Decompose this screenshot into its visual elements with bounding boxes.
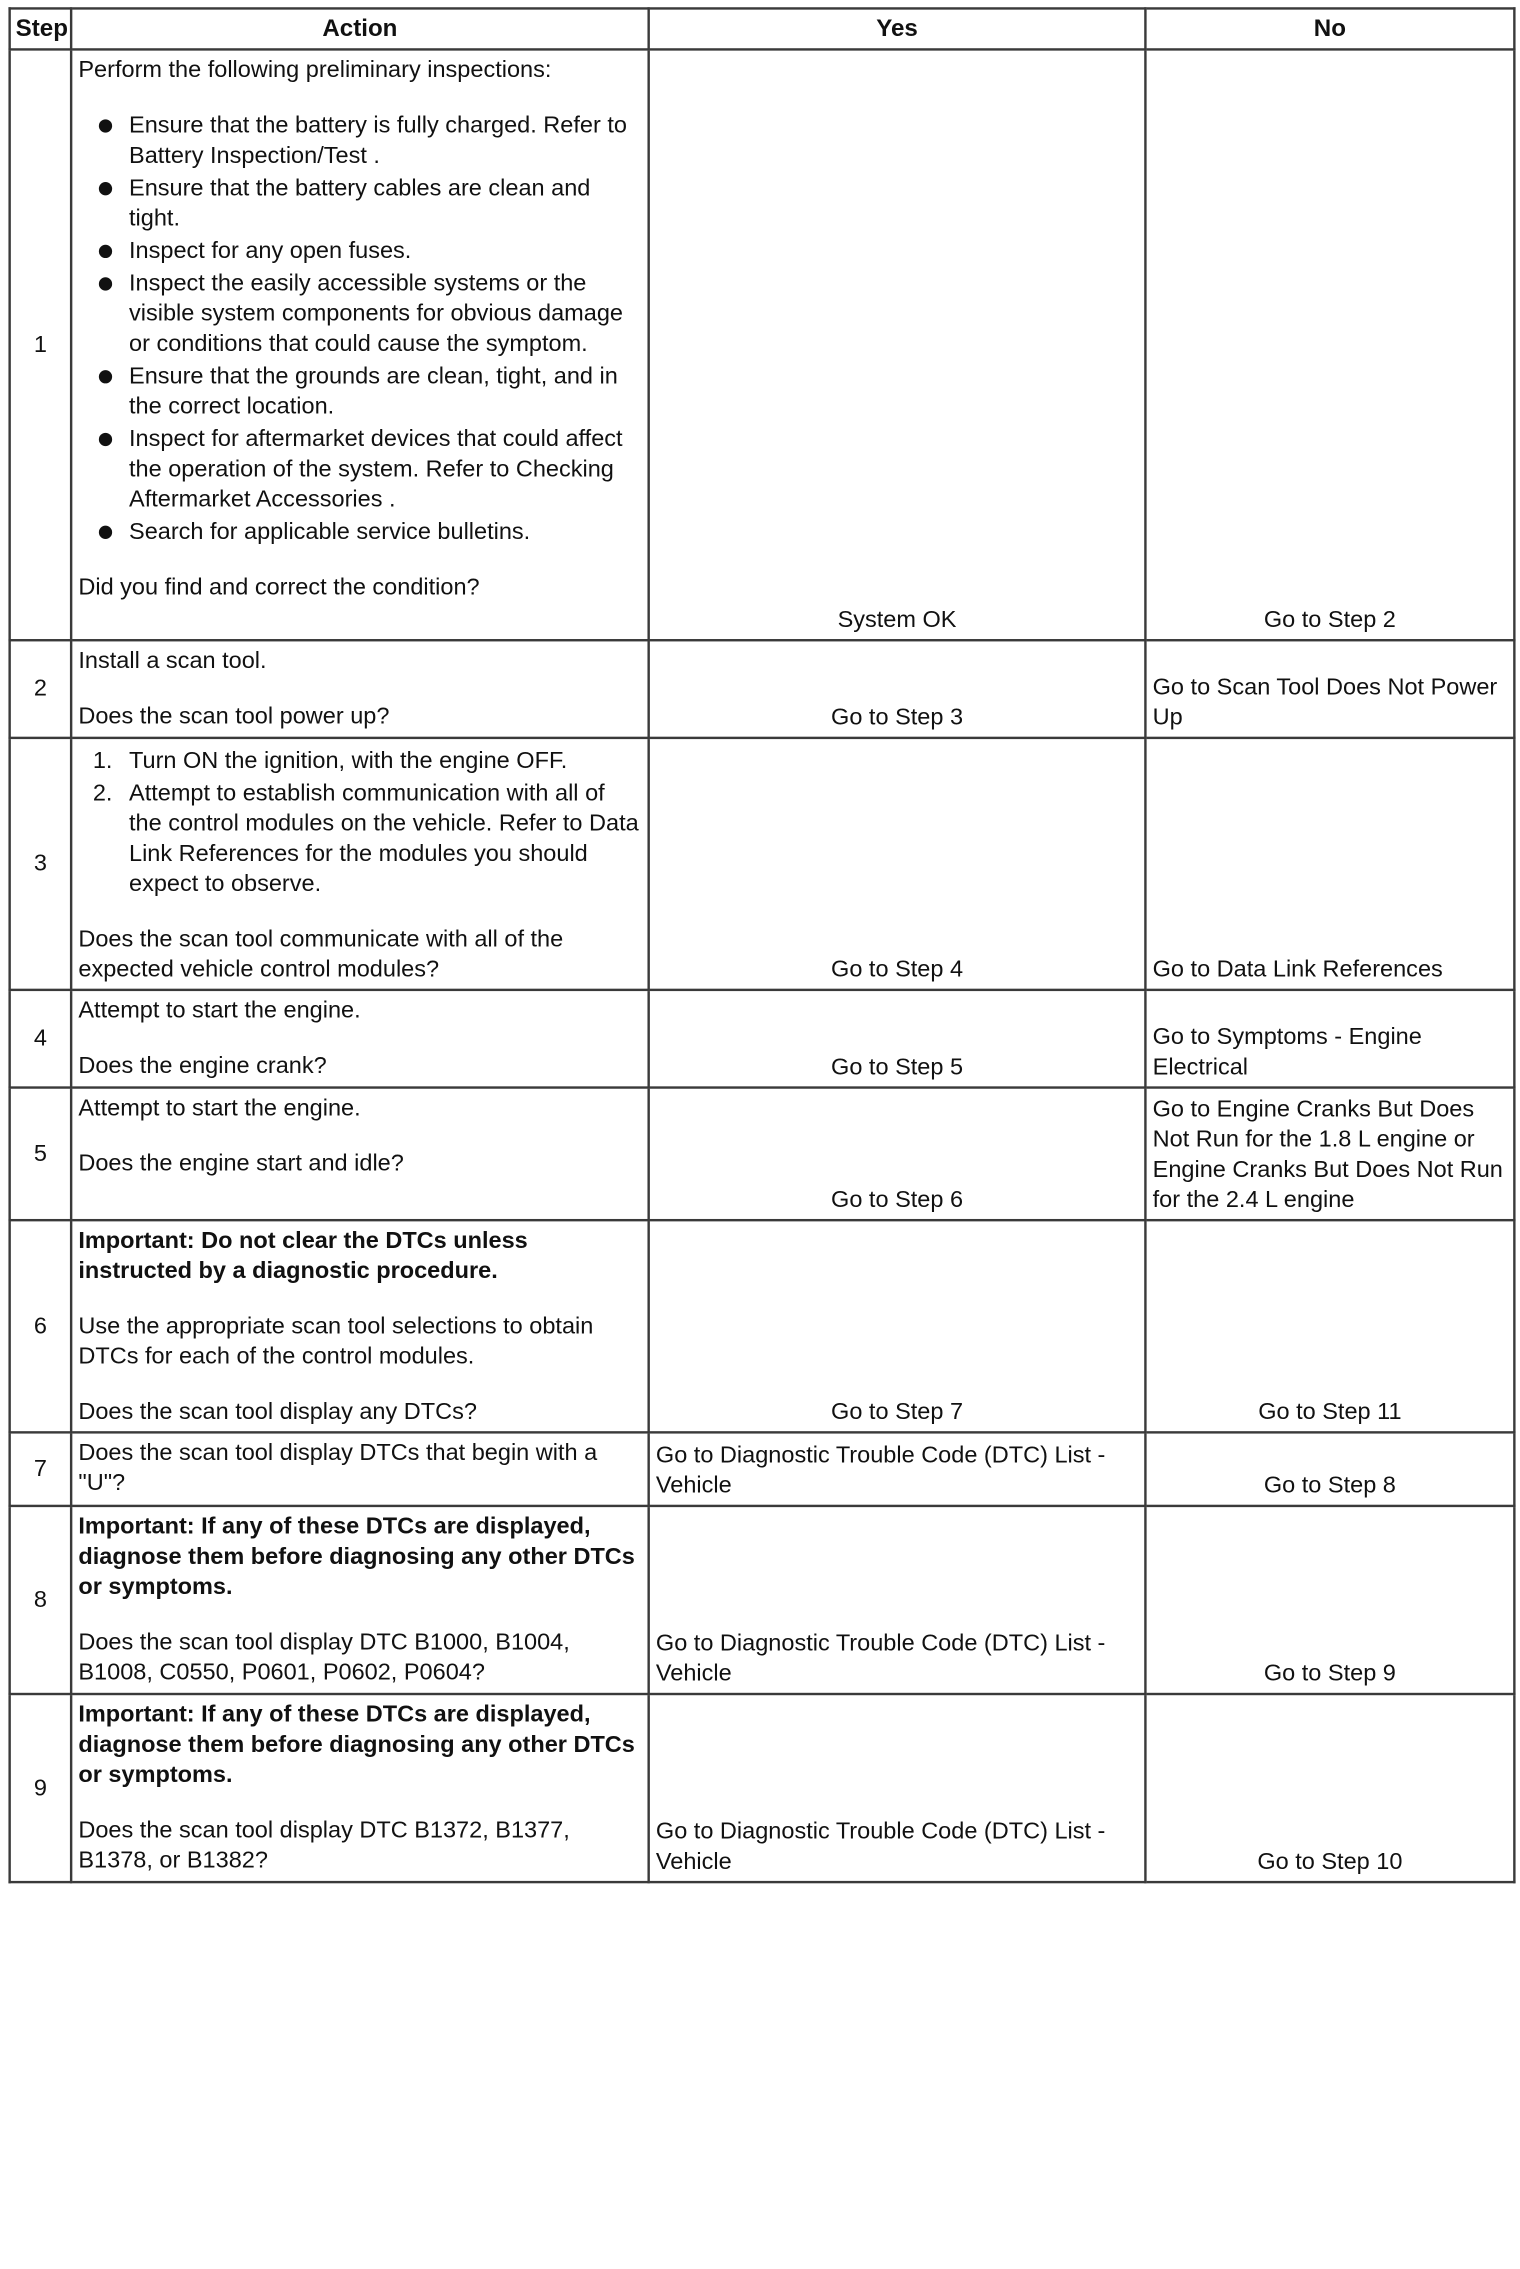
table-row-step-4 xyxy=(10,990,1515,1088)
bullet-icon xyxy=(99,370,112,383)
yes-result: Go to Diagnostic Trouble Code (DTC) List - Vehicle xyxy=(649,1432,1146,1506)
action-question: Does the scan tool communicate with all of the expected vehicle control modules? xyxy=(78,925,564,983)
table-row-step-1 xyxy=(10,49,1515,640)
yes-result: Go to Step 5 xyxy=(649,990,1146,1088)
no-result: Go to Step 10 xyxy=(1145,1694,1514,1882)
step-number: 9 xyxy=(10,1694,71,1882)
action-intro: Attempt to start the engine. xyxy=(78,1094,361,1122)
table-row-step-3 xyxy=(10,738,1515,990)
yes-result: Go to Diagnostic Trouble Code (DTC) List - Vehicle xyxy=(649,1694,1146,1882)
bullet-icon xyxy=(99,245,112,258)
yes-result: Go to Step 7 xyxy=(649,1220,1146,1432)
table-row-step-9 xyxy=(10,1694,1515,1882)
action-question: Does the engine crank? xyxy=(78,1052,327,1080)
diagnostic-table xyxy=(8,7,1515,1883)
step-number: 8 xyxy=(10,1506,71,1694)
action-cell xyxy=(71,1506,649,1694)
action-cell xyxy=(71,1088,649,1221)
action-question: Does the scan tool display DTC B1372, B1377, B1378, or B1382? xyxy=(78,1816,570,1874)
no-result: Go to Data Link References xyxy=(1145,738,1514,990)
action-question: Does the scan tool power up? xyxy=(78,702,390,730)
action-cell xyxy=(71,49,649,640)
action-intro: Install a scan tool. xyxy=(78,647,267,674)
procedure-list xyxy=(78,746,641,899)
header-step: Step xyxy=(10,8,71,49)
action-intro: Attempt to start the engine. xyxy=(78,997,361,1024)
action-question: Does the scan tool display DTC B1000, B1004, B1008, C0550, P0601, P0602, P0604? xyxy=(78,1628,570,1686)
list-item: Inspect the easily accessible systems or the visible system components for obvious damage or conditions that could cause the symptom. xyxy=(78,269,641,359)
action-intro: Use the appropriate scan tool selections to obtain DTCs for each of the control modules. xyxy=(78,1313,594,1370)
step-number: 4 xyxy=(10,990,71,1088)
no-result: Go to Engine Cranks But Does Not Run for the 1.8 L engine or Engine Cranks But Does Not Run for the 2.4 L engine xyxy=(1145,1088,1514,1221)
step-number: 7 xyxy=(10,1432,71,1506)
list-item: 2. Attempt to establish communication with all of the control modules on the vehicle. Refer to Data Link References for the modules you should expect to observe. xyxy=(92,780,639,898)
list-item: Inspect for aftermarket devices that could affect the operation of the system. Refer to Checking Aftermarket Accessories . xyxy=(78,424,641,514)
table-row-step-2 xyxy=(10,640,1515,738)
yes-result: Go to Step 3 xyxy=(649,640,1146,738)
list-item: Ensure that the battery is fully charged. Refer to Battery Inspection/Test . xyxy=(78,111,641,171)
action-cell xyxy=(71,738,649,990)
step-number: 6 xyxy=(10,1220,71,1432)
table-row-step-5 xyxy=(10,1088,1515,1221)
yes-result: Go to Step 4 xyxy=(649,738,1146,990)
yes-result: Go to Diagnostic Trouble Code (DTC) List - Vehicle xyxy=(649,1506,1146,1694)
action-question: Does the scan tool display DTCs that begin with a "U"? xyxy=(78,1439,598,1497)
list-item: Ensure that the battery cables are clean and tight. xyxy=(78,174,641,234)
bullet-icon xyxy=(99,433,112,446)
action-cell xyxy=(71,990,649,1088)
table-row-step-6 xyxy=(10,1220,1515,1432)
action-intro: Perform the following preliminary inspections: xyxy=(78,56,552,84)
header-action: Action xyxy=(71,8,649,49)
no-result: Go to Step 9 xyxy=(1145,1506,1514,1694)
no-result: Go to Scan Tool Does Not Power Up xyxy=(1145,640,1514,738)
yes-result: System OK xyxy=(649,49,1146,640)
header-row xyxy=(10,8,1515,49)
action-question: Does the engine start and idle? xyxy=(78,1150,404,1177)
step-number: 5 xyxy=(10,1088,71,1221)
important-note: Important: If any of these DTCs are displayed, diagnose them before diagnosing any other DTCs or symptoms. xyxy=(78,1701,635,1789)
bullet-icon xyxy=(99,182,112,195)
no-result: Go to Step 2 xyxy=(1145,49,1514,640)
table-row-step-7 xyxy=(10,1432,1515,1506)
header-yes: Yes xyxy=(649,8,1146,49)
action-cell xyxy=(71,1694,649,1882)
table-row-step-8 xyxy=(10,1506,1515,1694)
inspection-list xyxy=(78,111,641,547)
step-number: 1 xyxy=(10,49,71,640)
list-item: Search for applicable service bulletins. xyxy=(78,517,641,547)
bullet-icon xyxy=(99,526,112,539)
action-cell xyxy=(71,640,649,738)
list-item: 1. Turn ON the ignition, with the engine OFF. xyxy=(92,747,568,775)
no-result: Go to Step 8 xyxy=(1145,1432,1514,1506)
yes-result: Go to Step 6 xyxy=(649,1088,1146,1221)
bullet-icon xyxy=(99,277,112,290)
header-no: No xyxy=(1145,8,1514,49)
important-note: Important: Do not clear the DTCs unless instructed by a diagnostic procedure. xyxy=(78,1227,528,1285)
step-number: 2 xyxy=(10,640,71,738)
action-cell xyxy=(71,1432,649,1506)
action-cell xyxy=(71,1220,649,1432)
action-question: Did you find and correct the condition? xyxy=(78,573,480,601)
bullet-icon xyxy=(99,119,112,132)
no-result: Go to Symptoms - Engine Electrical xyxy=(1145,990,1514,1088)
important-note: Important: If any of these DTCs are displayed, diagnose them before diagnosing any other DTCs or symptoms. xyxy=(78,1513,635,1600)
list-item: Inspect for any open fuses. xyxy=(78,236,641,266)
no-result: Go to Step 11 xyxy=(1145,1220,1514,1432)
action-question: Does the scan tool display any DTCs? xyxy=(78,1398,477,1426)
step-number: 3 xyxy=(10,738,71,990)
list-item: Ensure that the grounds are clean, tight, and in the correct location. xyxy=(78,362,641,422)
